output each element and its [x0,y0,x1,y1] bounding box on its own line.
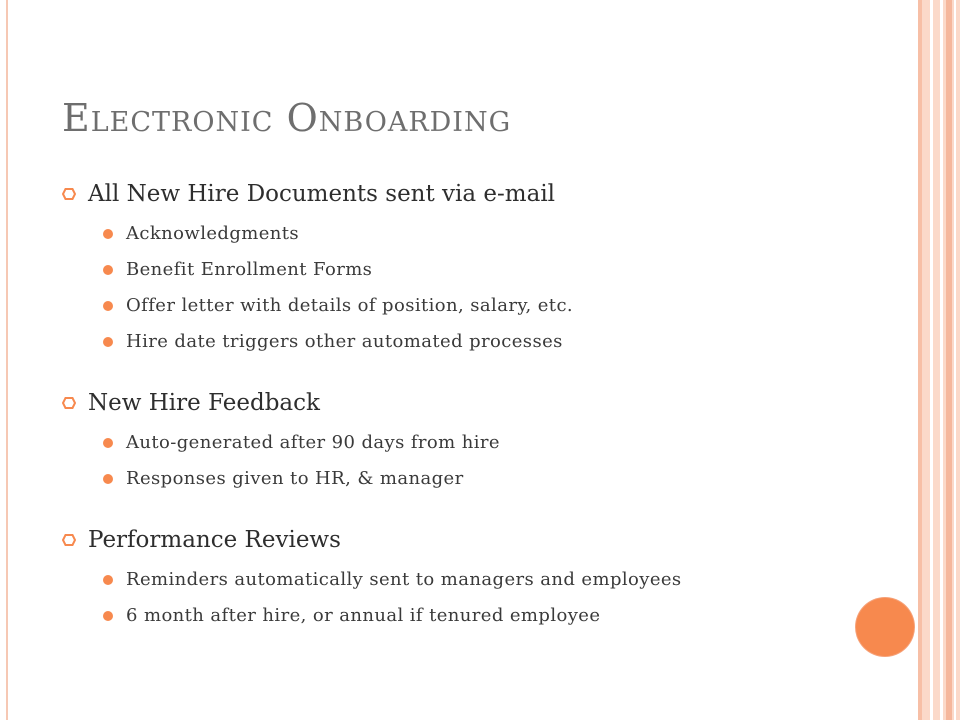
section-heading [62,172,862,216]
list-item [62,598,862,634]
bullet-dot-icon [103,575,113,585]
list-item [62,425,862,461]
band-stripe [946,0,952,720]
bullet-dot-icon [103,438,113,448]
bullet-dot-icon [103,611,113,621]
list-item [62,216,862,252]
bullet-dot-icon [103,337,113,347]
title-word-rest-1: lectronic [90,96,274,140]
section-heading-text: Performance Reviews [88,527,341,553]
band-stripe [930,0,933,720]
list-item [62,461,862,497]
band-stripe [954,0,956,720]
list-item-text: Offer letter with details of position, salary, etc. [126,295,574,316]
hexagon-bullet-icon [62,534,76,546]
section-spacer [62,497,862,518]
list-item-text: Hire date triggers other automated processes [126,331,563,352]
list-item-text: 6 month after hire, or annual if tenured employee [126,605,601,626]
list-item [62,324,862,360]
bullet-dot-icon [103,301,113,311]
left-decorative-rule [6,0,8,720]
title-word-rest-2: nboarding [318,96,512,140]
bullet-dot-icon [103,474,113,484]
section-spacer [62,360,862,381]
list-item-text: Benefit Enrollment Forms [126,259,373,280]
list-item [62,562,862,598]
slide-title [62,96,511,140]
list-item-text: Reminders automatically sent to managers and employees [126,569,682,590]
list-item-text: Auto-generated after 90 days from hire [126,432,500,453]
section-heading [62,518,862,562]
section-heading-text: New Hire Feedback [88,390,320,416]
list-item-text: Responses given to HR, & manager [126,468,464,489]
section-heading [62,381,862,425]
list-item [62,288,862,324]
band-stripe [940,0,943,720]
band-stripe [918,0,922,720]
title-initial-o: O [286,96,319,140]
list-item [62,252,862,288]
bullet-dot-icon [103,229,113,239]
slide-body [62,172,862,634]
title-initial-e: E [62,96,91,140]
list-item-text: Acknowledgments [126,223,300,244]
hexagon-bullet-icon [62,397,76,409]
bullet-dot-icon [103,265,113,275]
hexagon-bullet-icon [62,188,76,200]
right-decorative-band [918,0,960,720]
decorative-orange-circle [856,598,914,656]
section-heading-text: All New Hire Documents sent via e-mail [88,181,556,207]
